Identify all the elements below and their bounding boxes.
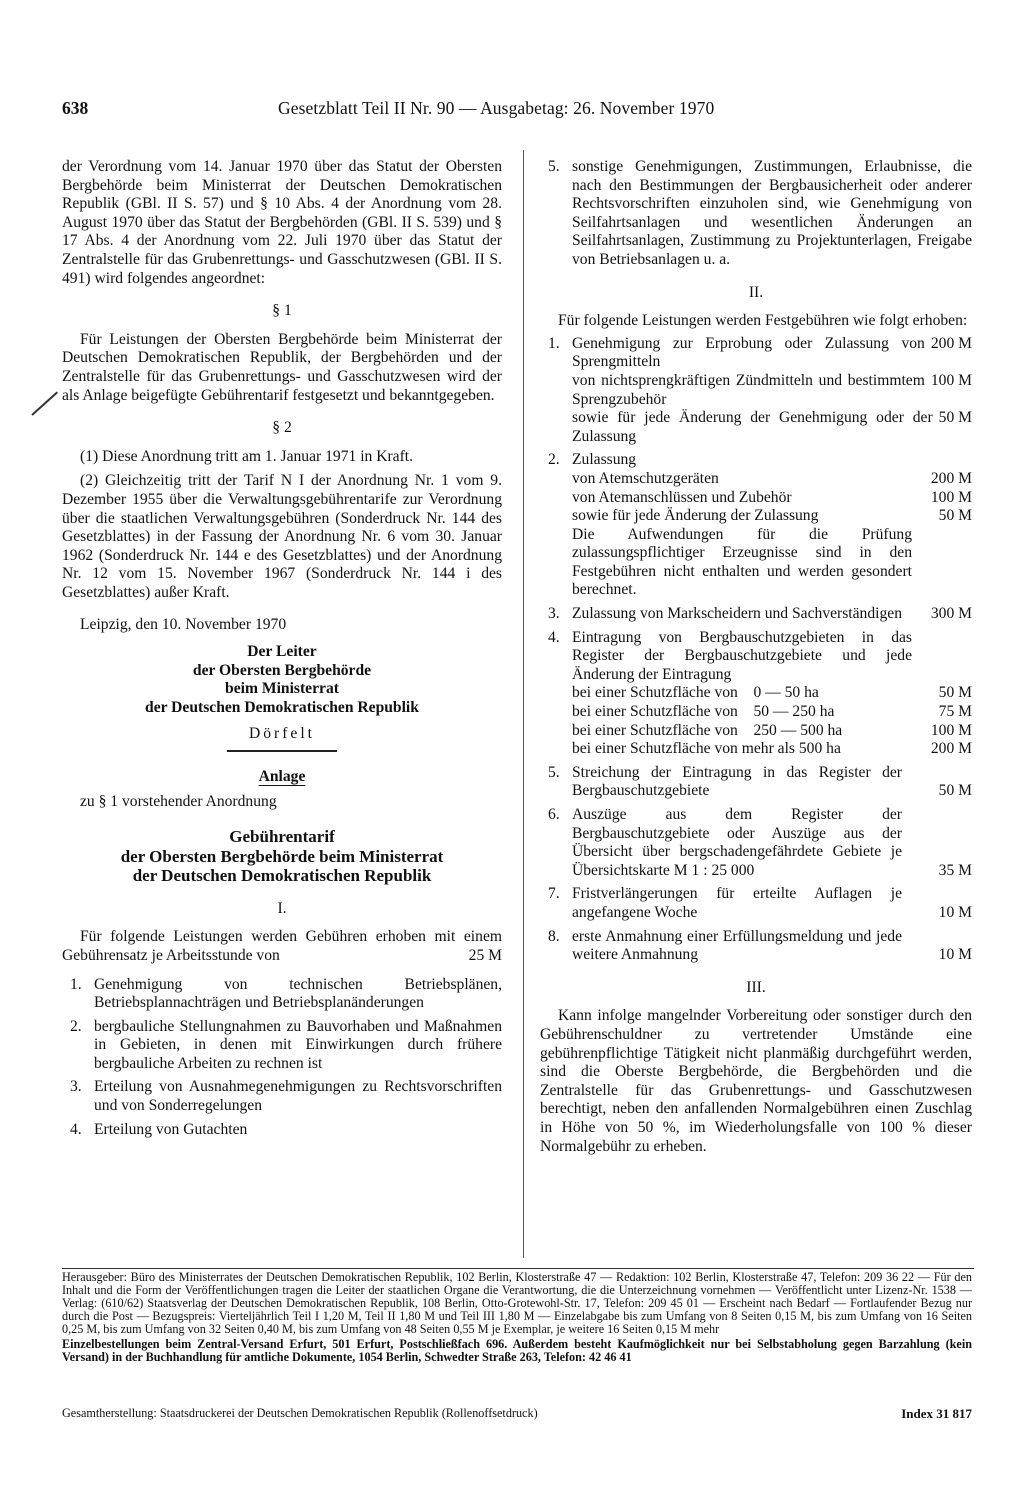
- part-2-intro: Für folgende Leistungen werden Festgebühren wie folgt erhoben:: [558, 312, 968, 330]
- part-1-rate: 25 M: [468, 946, 502, 964]
- list-item-number: 5.: [548, 763, 560, 781]
- right-column: [540, 158, 972, 1156]
- list-item: [540, 158, 972, 270]
- fee-text: von Atemschutzgeräten: [572, 469, 719, 487]
- anlage-subtitle: zu § 1 vorstehender Anordnung: [80, 792, 277, 810]
- fee-amount: 75 M: [938, 703, 972, 721]
- list-item-number: 2.: [70, 1017, 82, 1035]
- list-item-text: Erteilung von Gutachten: [94, 1120, 248, 1138]
- signer-name: Dörfelt: [248, 725, 316, 743]
- imprint-bottom-line: [62, 1406, 972, 1421]
- fee-label: bei einer Schutzfläche von: [572, 721, 738, 739]
- fee-row: [572, 740, 972, 759]
- fee-amount: 200 M: [930, 740, 972, 758]
- part-1-intro: [62, 928, 502, 965]
- fee-text: Zulassung von Markscheidern und Sachverständigen: [572, 605, 902, 623]
- fee-item-4: [540, 629, 972, 759]
- part-1-intro-text: Für folgende Leistungen werden Gebühren erhoben mit einem Gebührensatz je Arbeitsstunde von: [62, 928, 502, 964]
- place-date: Leipzig, den 10. November 1970: [80, 616, 287, 634]
- fee-row: [572, 684, 972, 703]
- list-item-number: 7.: [548, 885, 560, 903]
- fee-amount: 100 M: [930, 721, 972, 739]
- fee-amount: 10 M: [938, 903, 972, 921]
- part-3-text: Kann infolge mangelnder Vorbereitung oder sonstiger durch den Gebührenschuldner zu vertretender Umstände eine gebührenpflichtige Tätigkeit nicht planmäßig durchgeführt werden, sind die Oberste Bergbehörde, die Bergbehörden und die Zentralstelle für das Grubenrettungs- und Gasschutzwesen berechtigt, neben den anfallenden Normalgebühren einen Zuschlag in Höhe von 50 %, im Wiederholungsfalle von 100 % dieser Normalgebühr zu erheben.: [540, 1007, 972, 1155]
- publication-title: Gesetzblatt Teil II Nr. 90 — Ausgabetag: 26. November 1970: [278, 98, 715, 118]
- list-item-number: 6.: [548, 806, 560, 823]
- fee-note: Die Aufwendungen für die Prüfung zulassungspflichtiger Erzeugnisse sind in den Festgebühren nicht enthalten und werden gesondert berechnet.: [572, 525, 912, 599]
- list-item-number: 8.: [548, 927, 560, 945]
- signatory-line-2: der Obersten Bergbehörde: [192, 661, 372, 679]
- signatory-line-1: Der Leiter: [247, 643, 317, 661]
- fee-label: bei einer Schutzfläche von: [572, 684, 738, 702]
- fee-item-5: [540, 764, 972, 801]
- fee-text: von nichtsprengkräftigen Zündmitteln und bestimmtem Sprengzubehör: [572, 371, 925, 408]
- imprint-publisher: Herausgeber: Büro des Ministerrates der Deutschen Demokratischen Republik, 102 Berlin, Klosterstraße 47 — Redaktion: 102 Berlin, Klosterstraße 47, Telefon: 209 36 22 — Für den Inhalt und die Form der Veröffentlichungen tragen die Leiter der staatlichen Organe die Verantwortung, die die Unterzeichnung vornehmen — Veröffentlicht unter Lizenz-Nr. 1538 — Verlag: (610/62) Staatsverlag der Deutschen Demokratischen Republik, 108 Berlin, Otto-Grotewohl-Str. 17, Telefon: 209 45 01 — Erscheint nach Bedarf — Fortlaufender Bezug nur durch die Post — Bezugspreis: Vierteljährlich Teil I 1,20 M, Teil II 1,80 M und Teil III 1,80 M — Einzelabgabe bis zum Umfang von 8 Seiten 0,15 M, bis zum Umfang von 16 Seiten 0,25 M, bis zum Umfang von 32 Seiten 0,40 M, bis zum Umfang von 48 Seiten 0,55 M je Exemplar, je weitere 16 Seiten 0,15 M mehr: [62, 1270, 972, 1336]
- list-item-text: bergbauliche Stellungnahmen zu Bauvorhaben und Maßnahmen in Gebieten, in denen mit Einwirkungen durch frühere bergbauliche Arbeiten zu rechnen ist: [94, 1017, 502, 1072]
- fee-item-1: [540, 335, 972, 447]
- list-item: [62, 976, 502, 1013]
- list-item-text: Erteilung von Ausnahmegenehmigungen zu Rechtsvorschriften und von Sonderregelungen: [94, 1078, 502, 1115]
- section-2-heading: § 2: [272, 419, 292, 437]
- fee-text: von Atemanschlüssen und Zubehör: [572, 488, 792, 506]
- fee-item-7: [540, 885, 972, 922]
- anlage-title: Anlage: [258, 768, 306, 786]
- fee-text: Zulassung: [572, 451, 637, 469]
- page-number: 638: [62, 98, 89, 118]
- footer-rule: [62, 1268, 974, 1269]
- list-item-number: 4.: [548, 628, 560, 646]
- fee-amount: 300 M: [930, 605, 972, 623]
- fee-amount: 50 M: [938, 507, 972, 525]
- section-2-paragraph-2: (2) Gleichzeitig tritt der Tarif N I der Anordnung Nr. 1 vom 9. Dezember 1955 über die Verwaltungsgebührentarife zur Verordnung über die staatlichen Verwaltungsgebühren (Sonderdruck Nr. 144 des Gesetzblattes) in der Fassung der Anordnung Nr. 6 vom 30. Januar 1962 (Sonderdruck Nr. 144 e des Gesetzblattes) und der Anordnung Nr. 12 vom 15. November 1967 (Sonderdruck Nr. 144 i des Gesetzblattes) außer Kraft.: [62, 472, 502, 601]
- fee-text: Eintragung von Bergbauschutzgebieten in das Register der Bergbauschutzgebiete und jede Änderung der Eintragung: [572, 628, 912, 683]
- section-1-heading: § 1: [272, 302, 292, 320]
- list-item-number: 5.: [548, 158, 560, 175]
- signatory-line-3: beim Ministerrat: [225, 680, 339, 698]
- list-item: [62, 1018, 502, 1074]
- fee-amount: 50 M: [938, 409, 972, 427]
- imprint-printer: Gesamtherstellung: Staatsdruckerei der Deutschen Demokratischen Republik (Rollenoffsetdruck): [62, 1406, 538, 1420]
- imprint: [62, 1271, 972, 1364]
- fee-item-8: [540, 928, 972, 965]
- fee-amount: 35 M: [938, 861, 972, 879]
- fee-range: 50 — 250 ha: [753, 703, 835, 721]
- tarif-title-3: der Deutschen Demokratischen Republik: [132, 866, 432, 886]
- part-1-heading: I.: [277, 899, 287, 917]
- fee-text: erste Anmahnung einer Erfüllungsmeldung und jede weitere Anmahnung: [572, 927, 902, 964]
- signatory-line-4: der Deutschen Demokratischen Republik: [145, 698, 419, 716]
- fee-range: 250 — 500 ha: [753, 721, 843, 739]
- section-1-text: Für Leistungen der Obersten Bergbehörde beim Ministerrat der Deutschen Demokratischen Republik, der Bergbehörden und der Zentralstelle für das Grubenrettungs- und Gasschutzwesen wird der als Anlage beigefügte Gebührentarif festgesetzt und bekanntgegeben.: [62, 330, 502, 404]
- index-number: Index 31 817: [901, 1406, 972, 1421]
- fee-label: bei einer Schutzfläche von: [572, 703, 738, 721]
- separator-rule: [227, 750, 337, 752]
- list-item-text: sonstige Genehmigungen, Zustimmungen, Erlaubnisse, die nach den Bestimmungen der Bergbausicherheit oder anderer Rechtsvorschriften einzuholen sind, wie Genehmigung von Seilfahrtsanlagen und wesentlichen Änderungen an Seilfahrtsanlagen, Zustimmung zu Projektunterlagen, Freigabe von Betriebsanlagen u. a.: [572, 158, 972, 268]
- tarif-title-2: der Obersten Bergbehörde beim Ministerrat: [120, 846, 444, 866]
- margin-pen-mark: [31, 392, 58, 416]
- fee-amount: 50 M: [938, 684, 972, 702]
- fee-text: Auszüge aus dem Register der Bergbauschutzgebiete oder Auszüge aus der Übersicht über bergschadengefährdete Gebiete je Übersichtskarte M 1 : 25 000: [572, 806, 902, 879]
- fee-text: Fristverlängerungen für erteilte Auflagen je angefangene Woche: [572, 885, 902, 921]
- intro-paragraph: der Verordnung vom 14. Januar 1970 über das Statut der Obersten Bergbehörde beim Ministerrat der Deutschen Demokratischen Republik (GBl. II S. 57) und § 10 Abs. 4 der Anordnung vom 28. August 1970 über das Statut der Bergbehörden (GBl. II S. 539) und § 17 Abs. 4 der Anordnung vom 22. Juli 1970 über das Statut der Zentralstelle für das Grubenrettungs- und Gasschutzwesen (GBl. II S. 491) wird folgendes angeordnet:: [62, 158, 502, 287]
- fee-item-2: [540, 451, 972, 600]
- list-item: [62, 1078, 502, 1115]
- imprint-orders: Einzelbestellungen beim Zentral-Versand Erfurt, 501 Erfurt, Postschließfach 696. Außerdem besteht Kaufmöglichkeit nur bei Selbstabholung gegen Barzahlung (kein Versand) in der Buchhandlung für amtliche Dokumente, 1054 Berlin, Schwedter Straße 263, Telefon: 42 46 41: [62, 1337, 972, 1364]
- part-3-heading: III.: [746, 978, 766, 996]
- fee-text: Genehmigung zur Erprobung oder Zulassung von Sprengmitteln: [572, 334, 925, 371]
- list-item-number: 3.: [70, 1078, 82, 1096]
- fee-amount: 100 M: [930, 371, 972, 389]
- list-item-number: 3.: [548, 605, 560, 623]
- list-item-number: 2.: [548, 451, 560, 469]
- list-item-text: Genehmigung von technischen Betriebsplänen, Betriebsplannachträgen und Betriebsplanänderungen: [94, 975, 502, 1012]
- part-1-list: [62, 976, 502, 1140]
- fee-text: Streichung der Eintragung in das Register der Bergbauschutzgebiete: [572, 763, 902, 800]
- fee-amount: 100 M: [930, 488, 972, 506]
- fee-item-3: [540, 605, 972, 624]
- fee-row: [572, 722, 972, 741]
- fee-item-6: [540, 806, 972, 880]
- column-divider: [523, 150, 524, 1258]
- list-item: [62, 1121, 502, 1140]
- list-item-number: 1.: [70, 975, 82, 993]
- left-column: [62, 158, 502, 1144]
- list-item-number: 4.: [70, 1120, 82, 1138]
- list-item-number: 1.: [548, 334, 560, 352]
- fee-text: sowie für jede Änderung der Genehmigung oder der Zulassung: [572, 409, 933, 445]
- section-2-paragraph-1: (1) Diese Anordnung tritt am 1. Januar 1971 in Kraft.: [80, 447, 414, 465]
- fee-text: sowie für jede Änderung der Zulassung: [572, 507, 819, 525]
- fee-amount: 200 M: [930, 334, 972, 352]
- page-header: [62, 98, 972, 124]
- fee-amount: 50 M: [938, 782, 972, 800]
- fee-label: bei einer Schutzfläche von mehr als 500 ha: [572, 740, 841, 758]
- part-2-heading: II.: [748, 283, 764, 301]
- fee-range: 0 — 50 ha: [753, 684, 819, 702]
- fee-amount: 200 M: [930, 469, 972, 487]
- fee-row: [572, 703, 972, 722]
- fee-amount: 10 M: [938, 946, 972, 964]
- tarif-title-1: Gebührentarif: [229, 827, 335, 847]
